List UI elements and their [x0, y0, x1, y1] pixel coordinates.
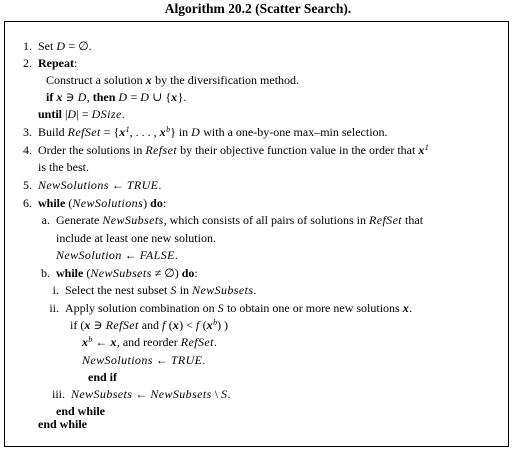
- step-6b-iii: iii. NewSubsets ← NewSubsets \ S.: [51, 387, 231, 401]
- step-5: 5. NewSolutions ← TRUE.: [23, 178, 162, 192]
- step-4-cont: is the best.: [38, 160, 89, 174]
- step-6b-ii-if: if (x ∋ RefSet and f (x) < f $(x^b)$ ): [70, 318, 229, 332]
- step-4: 4. Order the solutions in Refset by their objective function value in the order that $x^1$: [23, 143, 429, 157]
- algorithm-title: Algorithm 20.2 (Scatter Search).: [164, 1, 352, 16]
- step-6: 6. while (NewSolutions) do:: [23, 196, 167, 210]
- step-number: i.: [52, 283, 59, 297]
- step-number: b.: [41, 266, 50, 280]
- step-number: iii.: [51, 387, 65, 401]
- step-6b-i: i. Select the nest subset S in NewSubsets.: [52, 283, 257, 297]
- step-number: ii.: [49, 301, 59, 315]
- step-6b-ii-update: $x^b$ ← x, and reorder RefSet.: [82, 335, 217, 349]
- step-6b-ii-flag: NewSolutions ← TRUE.: [82, 353, 206, 367]
- step-2-construct: Construct a solution x by the diversification method.: [46, 73, 300, 87]
- step-6b: b. while (NewSubsets ≠ ∅) do:: [41, 266, 198, 280]
- step-3: 3. Build RefSet = {$x^1$, . . . , $x^b$} in D with a one-by-one max–min selection.: [23, 125, 388, 139]
- step-number: 4.: [23, 143, 32, 157]
- step-number: 1.: [23, 39, 32, 53]
- step-number: 6.: [23, 196, 32, 210]
- step-2: 2. Repeat:: [23, 56, 78, 70]
- algorithm-box: [4, 21, 509, 447]
- step-number: a.: [41, 213, 50, 227]
- end-while-outer: end while: [38, 417, 88, 431]
- step-1: 1. Set D = ∅.: [23, 39, 92, 53]
- step-6a-cont: include at least one new solution.: [56, 231, 216, 245]
- step-6a: a. Generate NewSubsets, which consists of all pairs of solutions in RefSet that: [41, 213, 424, 227]
- end-while-inner: end while: [56, 404, 106, 418]
- step-number: 2.: [23, 56, 32, 70]
- step-2-until: until |D| = DSize.: [38, 107, 125, 121]
- step-2-if: if x ∋ D, then D = D ∪ {x}.: [46, 90, 187, 104]
- step-6a-assign: NewSolution ← FALSE.: [56, 248, 178, 262]
- step-number: 3.: [23, 125, 32, 139]
- step-6b-ii: ii. Apply solution combination on S to obtain one or more new solutions x.: [49, 301, 413, 315]
- step-number: 5.: [23, 178, 32, 192]
- end-if: end if: [88, 370, 118, 384]
